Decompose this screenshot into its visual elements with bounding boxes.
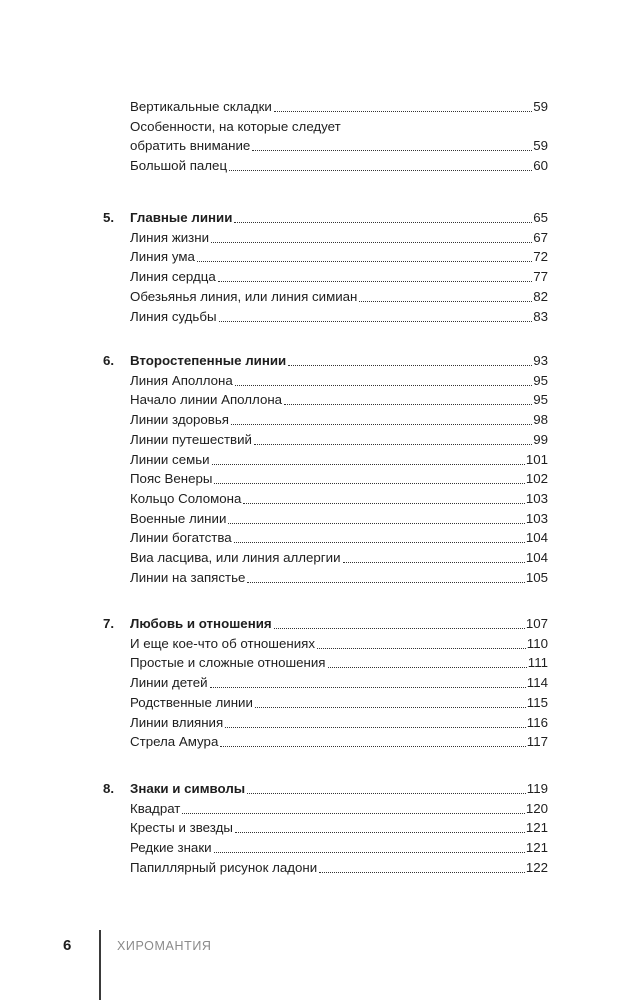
page-number: 6	[63, 937, 72, 954]
entry-title: Редкие знаки	[130, 840, 212, 856]
toc-entry[interactable]	[130, 226, 548, 246]
entry-title: Линия сердца	[130, 269, 216, 285]
dot-leader	[252, 150, 532, 151]
page-reference: 121	[525, 840, 548, 856]
toc-chapter-heading[interactable]	[130, 612, 548, 632]
toc-entry[interactable]	[130, 245, 548, 265]
chapter-title: Любовь и отношения	[130, 616, 272, 631]
dot-leader	[328, 667, 527, 668]
toc-entry[interactable]	[130, 691, 548, 711]
toc-chapter-heading[interactable]	[130, 777, 548, 797]
entry-title: Линия жизни	[130, 229, 210, 245]
dot-leader	[218, 281, 532, 282]
toc-chapter-heading[interactable]	[130, 349, 548, 369]
dot-leader	[234, 542, 525, 543]
chapter-number: 5.	[103, 210, 115, 225]
dot-leader	[343, 562, 525, 563]
dot-leader	[197, 261, 532, 262]
chapter-number: 7.	[103, 616, 115, 631]
dot-leader	[211, 242, 532, 243]
dot-leader	[288, 365, 532, 366]
page-reference: 60	[533, 158, 548, 174]
page-reference: 95	[533, 392, 548, 408]
page-reference: 110	[526, 635, 548, 651]
entry-title: Виа ласцива, или линия аллергии	[130, 550, 341, 565]
entry-title: Большой палец	[130, 158, 228, 174]
page-reference: 121	[525, 820, 548, 836]
toc-entry[interactable]	[130, 408, 548, 428]
dot-leader	[231, 424, 532, 425]
page-reference: 77	[533, 269, 548, 285]
page-reference: 82	[533, 288, 548, 304]
page-reference: 116	[526, 714, 548, 730]
running-title: ХИРОМАНТИЯ	[117, 939, 212, 953]
toc-entry[interactable]	[130, 651, 548, 671]
entry-title: Линии на запястье	[130, 569, 246, 585]
dot-leader	[234, 222, 532, 223]
toc-entry[interactable]	[130, 730, 548, 750]
page-reference: 98	[533, 412, 548, 428]
chapter-title: Главные линии	[130, 210, 233, 225]
toc-entry[interactable]	[130, 526, 548, 546]
dot-leader	[235, 385, 532, 386]
chapter-number: 8.	[103, 781, 115, 796]
entry-title: Линия Аполлона	[130, 372, 233, 388]
page-reference: 122	[525, 859, 548, 875]
toc-entry[interactable]	[130, 816, 548, 836]
toc-entry[interactable]	[130, 265, 548, 285]
page-reference: 101	[525, 451, 548, 467]
entry-title: Военные линии	[130, 510, 227, 526]
toc-entry[interactable]	[130, 95, 548, 115]
dot-leader	[235, 832, 525, 833]
page-reference: 115	[526, 694, 548, 710]
toc-entry[interactable]	[130, 546, 548, 566]
entry-title: Начало линии Аполлона	[130, 392, 283, 408]
page-reference: 104	[525, 530, 548, 546]
dot-leader	[284, 404, 532, 405]
dot-leader	[214, 483, 524, 484]
entry-title: Обезьянья линия, или линия симиан	[130, 288, 358, 304]
toc-entry[interactable]	[130, 448, 548, 468]
entry-title: Кольцо Соломона	[130, 490, 242, 506]
page-reference: 103	[525, 490, 548, 506]
chapter-title: Второстепенные линии	[130, 353, 287, 368]
entry-title: Линии семьи	[130, 451, 210, 467]
toc-entry[interactable]	[130, 566, 548, 586]
page-reference: 105	[525, 569, 548, 585]
entry-title: Кресты и звезды	[130, 820, 233, 836]
dot-leader	[229, 170, 532, 171]
entry-title: Простые и сложные отношения	[130, 655, 326, 671]
page-reference: 59	[533, 99, 548, 114]
chapter-title: Знаки и символы	[130, 781, 246, 796]
dot-leader	[210, 687, 526, 688]
toc-entry[interactable]	[130, 154, 548, 174]
entry-title: Квадрат	[130, 800, 181, 816]
dot-leader	[212, 464, 525, 465]
entry-title: Линии путешествий	[130, 431, 252, 447]
page-reference: 93	[533, 353, 548, 368]
page-reference: 114	[526, 675, 548, 691]
entry-title: Линия судьбы	[130, 308, 217, 324]
entry-title: Родственные линии	[130, 694, 253, 710]
page-reference: 111	[527, 655, 548, 671]
page-reference: 95	[533, 372, 548, 388]
dot-leader	[319, 872, 525, 873]
dot-leader	[225, 727, 526, 728]
toc-entry[interactable]	[130, 836, 548, 856]
page-reference: 102	[525, 471, 548, 487]
dot-leader	[274, 628, 525, 629]
dot-leader	[247, 793, 526, 794]
dot-leader	[247, 582, 524, 583]
toc-entry[interactable]	[130, 487, 548, 507]
dot-leader	[214, 852, 525, 853]
page-reference: 103	[525, 510, 548, 526]
page-reference: 99	[533, 431, 548, 447]
dot-leader	[255, 707, 526, 708]
dot-leader	[254, 444, 532, 445]
entry-title: Особенности, на которые следует	[130, 118, 341, 134]
entry-title: Линии здоровья	[130, 412, 229, 428]
toc-entry[interactable]	[130, 632, 548, 652]
entry-title: Линии богатства	[130, 530, 232, 546]
toc-entry[interactable]	[130, 134, 548, 154]
page-reference: 107	[525, 616, 548, 631]
dot-leader	[219, 321, 533, 322]
toc-entry[interactable]	[130, 797, 548, 817]
dot-leader	[243, 503, 524, 504]
entry-title: Стрела Амура	[130, 734, 219, 750]
toc-entry[interactable]	[130, 467, 548, 487]
chapter-number: 6.	[103, 353, 115, 368]
page-reference: 72	[533, 249, 548, 265]
page-reference: 104	[525, 550, 548, 565]
toc-entry[interactable]	[130, 115, 548, 135]
toc-entry[interactable]	[130, 369, 548, 389]
page-reference: 83	[533, 308, 548, 324]
dot-leader	[274, 111, 532, 112]
entry-title: Линия ума	[130, 249, 195, 265]
entry-title: И еще кое-что об отношениях	[130, 635, 315, 651]
dot-leader	[182, 813, 524, 814]
toc-entry[interactable]	[130, 856, 548, 876]
page-reference: 117	[526, 734, 548, 750]
toc-entry[interactable]	[130, 711, 548, 731]
page-reference: 119	[526, 781, 548, 796]
entry-title: Пояс Венеры	[130, 471, 213, 487]
toc-entry[interactable]	[130, 305, 548, 325]
toc-entry[interactable]	[130, 285, 548, 305]
toc-entry[interactable]	[130, 428, 548, 448]
page-reference: 65	[533, 210, 548, 225]
entry-title: Линии влияния	[130, 714, 224, 730]
page-reference: 67	[533, 229, 548, 245]
toc-entry[interactable]	[130, 507, 548, 527]
toc-entry[interactable]	[130, 388, 548, 408]
dot-leader	[220, 746, 525, 747]
dot-leader	[359, 301, 532, 302]
toc-chapter-heading[interactable]	[130, 206, 548, 226]
dot-leader	[317, 648, 526, 649]
entry-title: Папиллярный рисунок ладони	[130, 859, 318, 875]
entry-title: Вертикальные складки	[130, 99, 272, 114]
page-reference: 59	[533, 138, 548, 154]
entry-title: Линии детей	[130, 675, 208, 691]
toc-entry[interactable]	[130, 671, 548, 691]
dot-leader	[228, 523, 524, 524]
footer-divider	[99, 930, 101, 1000]
entry-title: обратить внимание	[130, 138, 251, 154]
page-reference: 120	[525, 800, 548, 816]
